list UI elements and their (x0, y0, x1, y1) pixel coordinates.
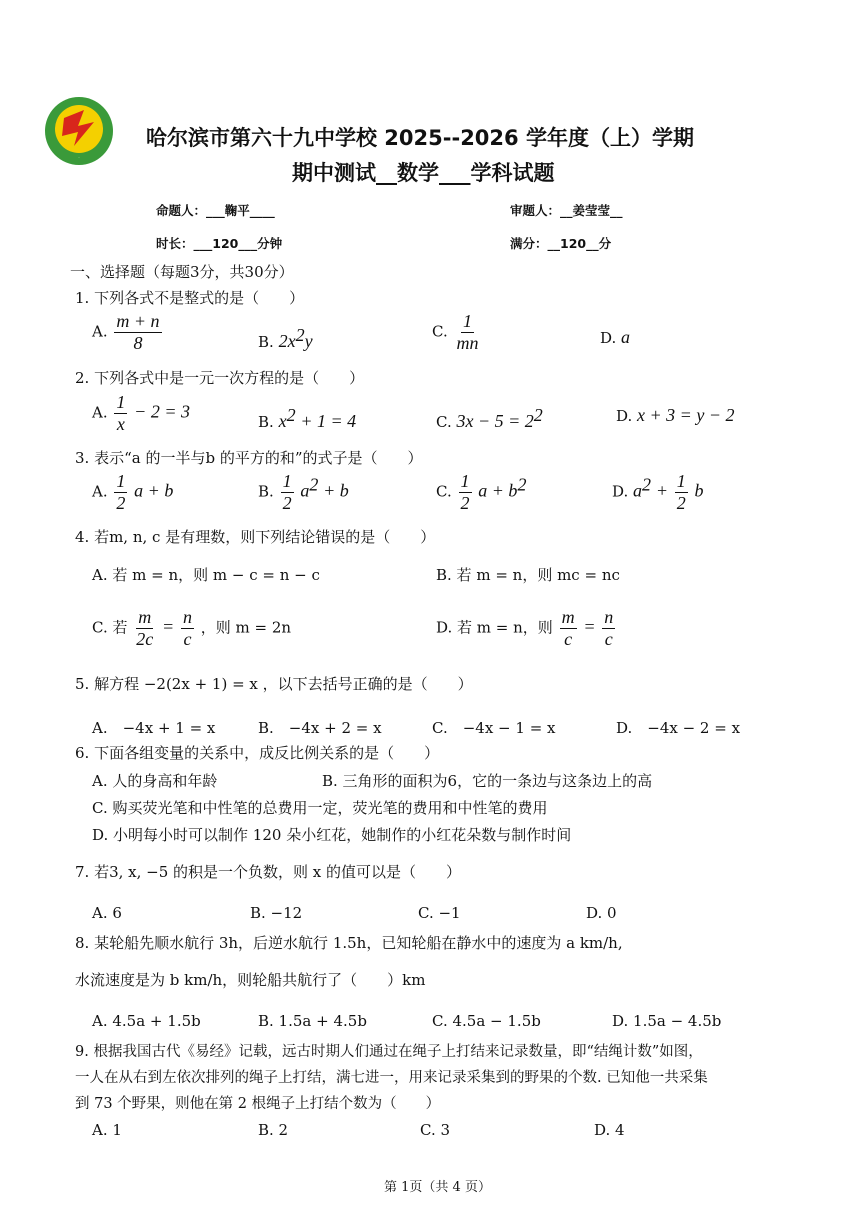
q4-option-d: D. 若 m = n，则 $\frac{m}{c}$ = $\frac{n}{c}$ (436, 607, 614, 649)
q8-stem-line1: 8. 某轮船先顺水航行 3h，后逆水航行 1.5h，已知轮船在静水中的速度为 a km/h, (75, 934, 623, 952)
q9-option-a: A. 1 (92, 1121, 122, 1139)
q1-option-d: D. a (600, 327, 631, 347)
q5-option-a: A. −4x + 1 = x (92, 719, 216, 737)
q5-option-b: B. −4x + 2 = x (258, 719, 382, 737)
q7-option-c: C. −1 (418, 904, 461, 922)
q1-option-a: A. $\frac{m + n}{8}$ (92, 311, 160, 353)
q9-stem-line3: 到 73 个野果，则他在第 2 根绳子上打结个数为（ ） (75, 1096, 441, 1112)
q7-option-a: A. 6 (92, 904, 122, 922)
q9-stem-line1: 9. 根据我国古代《易经》记载，远古时期人们通过在绳子上打结来记录数量，即“结绳计数”如图， (75, 1044, 703, 1060)
q9-option-d: D. 4 (594, 1121, 625, 1139)
q6-option-d: D. 小明每小时可以制作 120 朵小红花，她制作的小红花朵数与制作时间 (92, 826, 572, 844)
q9-option-c: C. 3 (420, 1121, 451, 1139)
reviewer-label: 审题人：__姜莹莹__ (510, 203, 623, 218)
q5-option-d: D. −4x − 2 = x (616, 719, 741, 737)
q1-option-c: C. $\frac{1}{mn}$ (432, 311, 479, 353)
page-footer: 第 1页（共 4 页） (384, 1180, 491, 1195)
author-label: 命题人：___鞠平____ (156, 203, 275, 218)
q4-stem: 4. 若m, n, c 是有理数，则下列结论错误的是（ ） (75, 528, 436, 546)
q9-option-b: B. 2 (258, 1121, 289, 1139)
svg-text:.: . (78, 154, 80, 159)
q2-stem: 2. 下列各式中是一元一次方程的是（ ） (75, 369, 365, 387)
q1-stem: 1. 下列各式不是整式的是（ ） (75, 289, 305, 307)
q4-option-a: A. 若 m = n，则 m − c = n − c (92, 566, 320, 584)
q7-stem: 7. 若3, x, −5 的积是一个负数，则 x 的值可以是（ ） (75, 863, 462, 881)
q6-option-c: C. 购买荧光笔和中性笔的总费用一定，荧光笔的费用和中性笔的费用 (92, 799, 548, 817)
q8-option-c: C. 4.5a − 1.5b (432, 1012, 541, 1030)
q3-option-c: C. $\frac{1}{2}$ $a + b^2$ (436, 471, 527, 513)
q8-option-d: D. 1.5a − 4.5b (612, 1012, 722, 1030)
q9-stem-line2: 一人在从右到左依次排列的绳子上打结，满七进一，用来记录采集到的野果的个数. 已知他一共采集 (75, 1070, 708, 1086)
q2-option-b: B. $x^2 + 1 = 4$ (258, 405, 357, 431)
q2-option-c: C. $3x - 5 = 2^2$ (436, 405, 543, 431)
q5-stem: 5. 解方程 −2(2x + 1) = x ，以下去括号正确的是（ ） (75, 675, 473, 693)
q2-option-a: A. $\frac{1}{x}$ − 2 = 3 (92, 392, 190, 434)
q1-option-b: B. $2x^2y$ (258, 325, 313, 351)
q6-option-b: B. 三角形的面积为6，它的一条边与这条边上的高 (322, 772, 653, 790)
q3-option-a: A. $\frac{1}{2}$ a + b (92, 471, 174, 513)
section-heading: 一、选择题（每题3分，共30分） (70, 263, 294, 281)
q6-stem: 6. 下面各组变量的关系中，成反比例关系的是（ ） (75, 744, 440, 762)
q3-stem: 3. 表示“a 的一半与b 的平方的和”的式子是（ ） (75, 449, 423, 467)
q5-option-c: C. −4x − 1 = x (432, 719, 556, 737)
q6-option-a: A. 人的身高和年龄 (92, 772, 218, 790)
q8-stem-line2: 水流速度是为 b km/h，则轮船共航行了（ ）km (75, 971, 426, 989)
q4-option-b: B. 若 m = n，则 mc = nc (436, 566, 620, 584)
q8-option-b: B. 1.5a + 4.5b (258, 1012, 367, 1030)
school-logo (44, 96, 114, 166)
q7-option-b: B. −12 (250, 904, 303, 922)
exam-title-line2: 期中测试__数学___学科试题 (292, 161, 555, 185)
q7-option-d: D. 0 (586, 904, 617, 922)
q4-option-c: C. 若 $\frac{m}{2c}$ = $\frac{n}{c}$ ，则 m = 2n (92, 607, 292, 649)
exam-title-line1: 哈尔滨市第六十九中学校 2025--2026 学年度（上）学期 (146, 126, 694, 150)
q3-option-d: D. $a^2$ + $\frac{1}{2}$ b (612, 471, 704, 513)
q2-option-d: D. x + 3 = y − 2 (616, 405, 735, 425)
q8-option-a: A. 4.5a + 1.5b (92, 1012, 201, 1030)
time-label: 时长：___120___分钟 (156, 236, 283, 251)
q3-option-b: B. $\frac{1}{2}$ $a^2 + b$ (258, 471, 349, 513)
score-label: 满分：__120__分 (510, 236, 612, 251)
